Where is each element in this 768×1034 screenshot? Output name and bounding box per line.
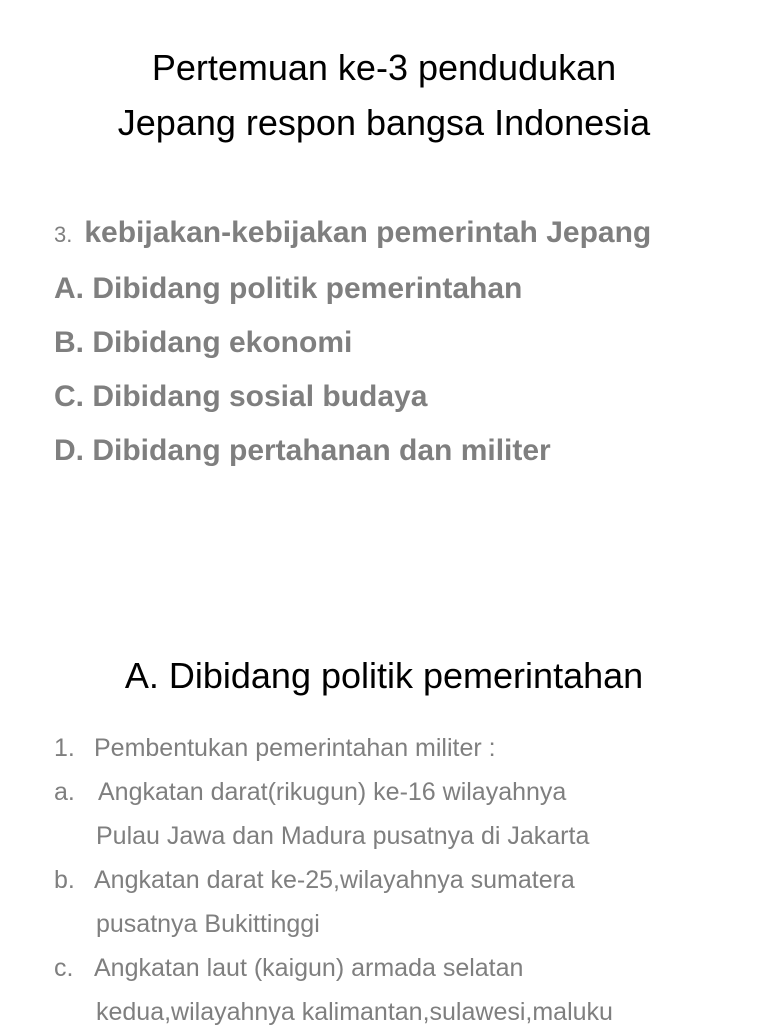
slide-1-title-line-2: Jepang respon bangsa Indonesia — [117, 102, 651, 143]
list-item-marker: b. — [54, 866, 75, 894]
policy-list-item — [54, 262, 754, 316]
slide-1-title — [0, 40, 768, 150]
list-item — [54, 946, 754, 1034]
slide-2-title: A. Dibidang politik pemerintahan — [124, 655, 644, 696]
list-item-continuation: kedua,wilayahnya kalimantan,sulawesi,maluku — [96, 998, 613, 1026]
policy-list-item — [54, 316, 754, 370]
list-item — [54, 858, 754, 946]
policy-list-text: kebijakan-kebijakan pemerintah Jepang — [84, 216, 652, 249]
slide-1-title-line-1: Pertemuan ke-3 pendudukan — [151, 47, 617, 88]
list-item-marker: a. — [54, 778, 75, 806]
list-item-marker: c. — [54, 954, 74, 982]
list-item — [54, 726, 754, 770]
list-item-continuation: Pulau Jawa dan Madura pusatnya di Jakarta — [96, 822, 590, 850]
list-item-marker: 1. — [54, 734, 75, 762]
list-item-text: Angkatan darat(rikugun) ke-16 wilayahnya — [98, 778, 567, 806]
slide-2 — [0, 576, 768, 1024]
policy-list-text: A. Dibidang politik pemerintahan — [54, 272, 523, 305]
list-item-text: Pembentukan pemerintahan militer : — [94, 734, 496, 762]
policy-list-item — [54, 206, 754, 262]
list-item-text: Angkatan darat ke-25,wilayahnya sumatera — [94, 866, 575, 894]
policy-list-item — [54, 370, 754, 424]
list-item — [54, 770, 754, 858]
list-item-text: Angkatan laut (kaigun) armada selatan — [94, 954, 524, 982]
list-item-continuation: pusatnya Bukittinggi — [96, 910, 320, 938]
policy-list-text: B. Dibidang ekonomi — [54, 326, 353, 359]
policy-list — [54, 206, 754, 478]
policy-list-marker: 3. — [54, 222, 73, 247]
policy-list-text: C. Dibidang sosial budaya — [54, 380, 428, 413]
policy-list-text: D. Dibidang pertahanan dan militer — [54, 434, 551, 467]
policy-list-item — [54, 424, 754, 478]
military-government-list — [54, 726, 754, 1034]
